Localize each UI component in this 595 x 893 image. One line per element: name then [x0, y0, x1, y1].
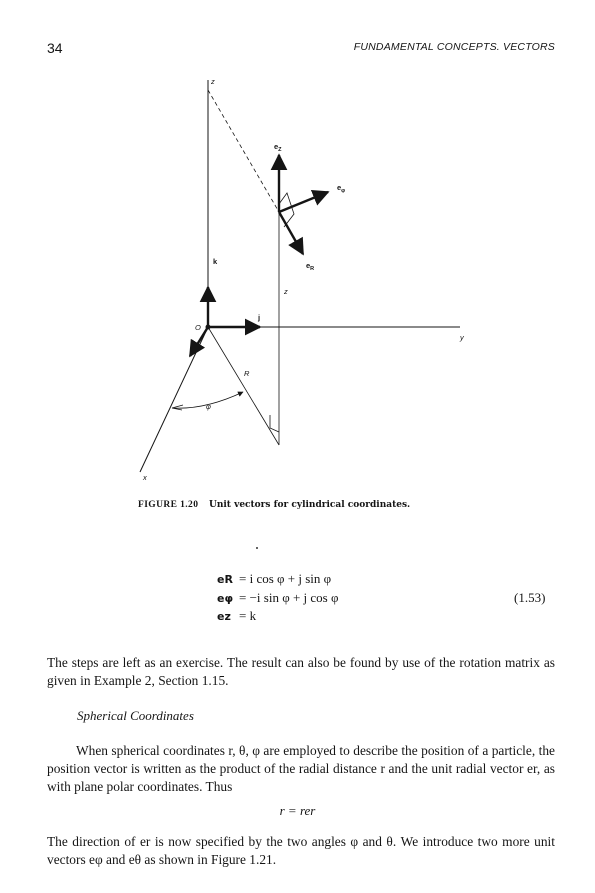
- phi-label: φ: [206, 402, 211, 411]
- dashed-guide-line: [208, 90, 279, 212]
- figure-caption: [138, 499, 410, 510]
- equation-block-1-53: [217, 570, 338, 626]
- x-axis-label: x: [143, 473, 147, 482]
- r-label: R: [244, 369, 250, 378]
- eR-label: [306, 261, 314, 272]
- cylindrical-coordinates-diagram: [120, 66, 480, 482]
- equation-rhs: = −i sin φ + j cos φ: [239, 589, 339, 605]
- paragraph-steps: The steps are left as an exercise. The result can also be found by use of the rotation matrix as given in Example 2, Section 1.15.: [47, 655, 555, 688]
- ez-label-sub: Z: [278, 147, 282, 153]
- equation-lhs: ez: [217, 610, 231, 623]
- ez-label: [274, 142, 282, 153]
- z-height-label: z: [284, 287, 288, 296]
- stray-dot: [256, 547, 258, 549]
- equation-number: (1.53): [514, 590, 546, 605]
- ephi-label-main: e: [337, 183, 342, 192]
- equation-rhs: = k: [239, 608, 257, 623]
- equation-lhs: eR: [217, 573, 233, 586]
- k-label: k: [213, 257, 218, 266]
- section-heading: Spherical Coordinates: [77, 708, 194, 723]
- paragraph-spherical: When spherical coordinates r, θ, φ are employed to describe the position of a particle, the position vector is written as the product of the radial distance r and the unit radial vector er, as with plane polar coordinates. Thus: [47, 743, 555, 794]
- equation-row: [217, 589, 338, 608]
- eR-label-main: e: [306, 261, 311, 270]
- equation-row: [217, 607, 338, 626]
- caption-number: FIGURE 1.20: [138, 500, 199, 510]
- ez-label-main: e: [274, 142, 279, 151]
- y-axis-label: y: [460, 333, 464, 342]
- z-axis-label: z: [211, 77, 215, 86]
- ephi-label: [337, 183, 345, 194]
- equation-row: [217, 570, 338, 589]
- ephi-arrow: [279, 192, 328, 212]
- origin-label: O: [195, 323, 201, 332]
- x-axis-line: [140, 327, 208, 472]
- caption-text: Unit vectors for cylindrical coordinates.: [208, 500, 411, 510]
- display-equation: r = rer: [279, 803, 316, 818]
- r-line: [208, 327, 279, 445]
- eR-label-sub: R: [310, 266, 315, 272]
- page-number: 34: [47, 40, 63, 56]
- j-label: j: [258, 313, 261, 322]
- figure-1-20: [120, 66, 480, 482]
- equation-lhs: eφ: [217, 591, 234, 605]
- right-angle-mark-bottom: [270, 415, 279, 432]
- phi-arc-start-arrow: [172, 405, 183, 410]
- equation-rhs: = i cos φ + j sin φ: [239, 571, 332, 586]
- page-header: [47, 40, 555, 56]
- running-head: FUNDAMENTAL CONCEPTS. VECTORS: [353, 41, 555, 53]
- paragraph-direction: The direction of er is now specified by the two angles φ and θ. We introduce two more unit vectors eφ and eθ as shown in Figure 1.21.: [47, 834, 555, 867]
- ephi-label-sub: φ: [341, 188, 346, 194]
